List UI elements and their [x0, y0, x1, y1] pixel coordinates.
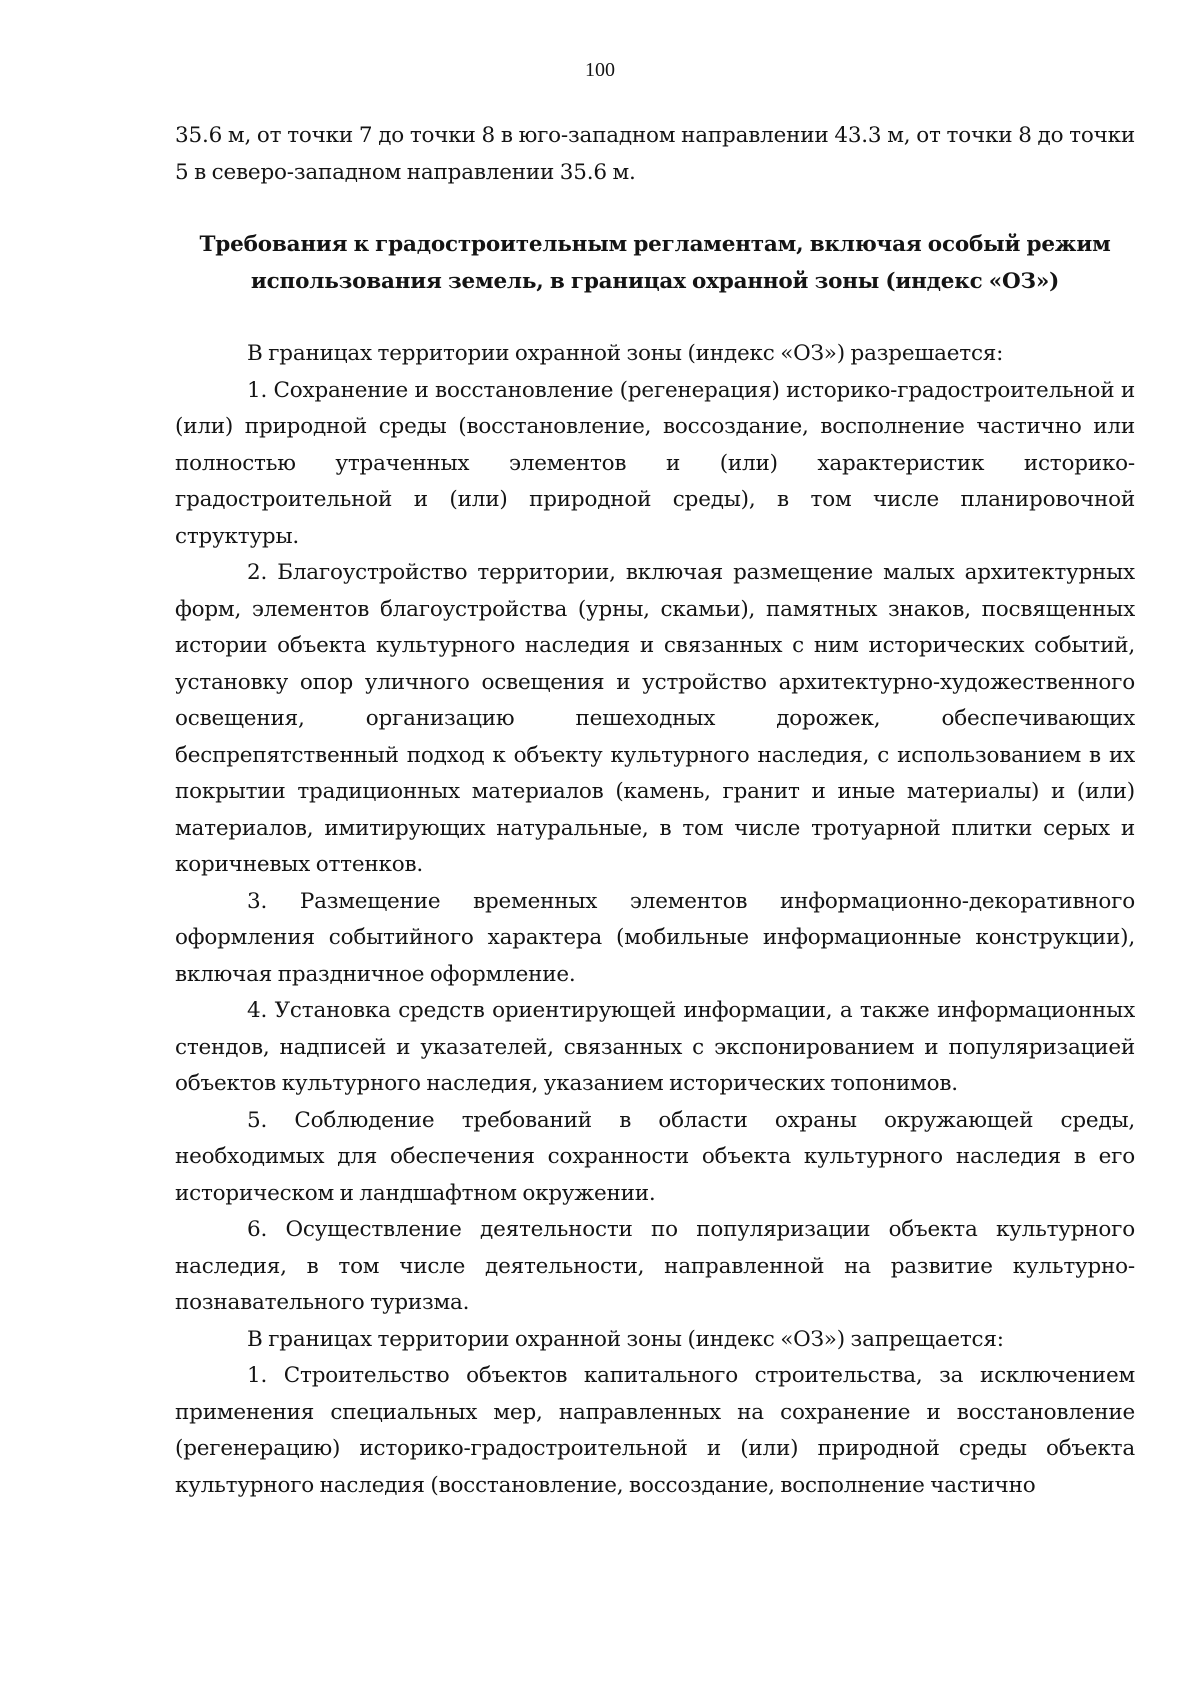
allowed-item-1: 1. Сохранение и восстановление (регенерация) историко-градостроительной и (или) природной среды (восстановление, воссоздание, восполнение частично или полностью утраченных элементов и (или) характеристик историко-градостроительной и (или) природной среды), в том числе планировочной структуры.: [175, 377, 1135, 549]
allowed-item-3: 3. Размещение временных элементов информационно-декоративного оформления событийного характера (мобильные информационные конструкции), включая праздничное оформление.: [175, 888, 1135, 987]
allowed-item-2: 2. Благоустройство территории, включая размещение малых архитектурных форм, элементов благоустройства (урны, скамьи), памятных знаков, посвященных истории объекта культурного наследия и связанных с ним исторических событий, установку опор уличного освещения и устройство архитектурно-художественного освещения, организацию пешеходных дорожек, обеспечивающих беспрепятственный подход к объекту культурного наследия, с использованием в их покрытии традиционных материалов (камень, гранит и иные материалы) и (или) материалов, имитирующих натуральные, в том числе тротуарной плитки серых и коричневых оттенков.: [175, 560, 1135, 877]
page-number: 100: [585, 59, 615, 81]
allowed-item-6: 6. Осуществление деятельности по популяризации объекта культурного наследия, в том числе деятельности, направленной на развитие культурно-познавательного туризма.: [175, 1217, 1135, 1315]
allowed-item-4: 4. Установка средств ориентирующей информации, а также информационных стендов, надписей и указателей, связанных с экспонированием и популяризацией объектов культурного наследия, указанием исторических топонимов.: [175, 998, 1135, 1096]
section-heading: Требования к градостроительным регламентам, включая особый режим использования земель, в границах охранной зоны (индекс «ОЗ»): [199, 232, 1111, 294]
intro-paragraph: 35.6 м, от точки 7 до точки 8 в юго-западном направлении 43.3 м, от точки 8 до точки 5 в северо-западном направлении 35.6 м.: [175, 123, 1135, 185]
allowed-item-5: 5. Соблюдение требований в области охраны окружающей среды, необходимых для обеспечения сохранности объекта культурного наследия в его историческом и ландшафтном окружении.: [175, 1107, 1135, 1206]
allowed-intro: В границах территории охранной зоны (индекс «ОЗ») разрешается:: [247, 341, 1004, 366]
forbidden-intro: В границах территории охранной зоны (индекс «ОЗ») запрещается:: [247, 1326, 1004, 1352]
forbidden-item-1: 1. Строительство объектов капитального строительства, за исключением применения специальных мер, направленных на сохранение и восстановление (регенерацию) историко-градостроительной и (или) природной среды объекта культурного наследия (восстановление, воссоздание, восполнение частично: [175, 1363, 1135, 1498]
document-body: [175, 118, 1135, 1504]
